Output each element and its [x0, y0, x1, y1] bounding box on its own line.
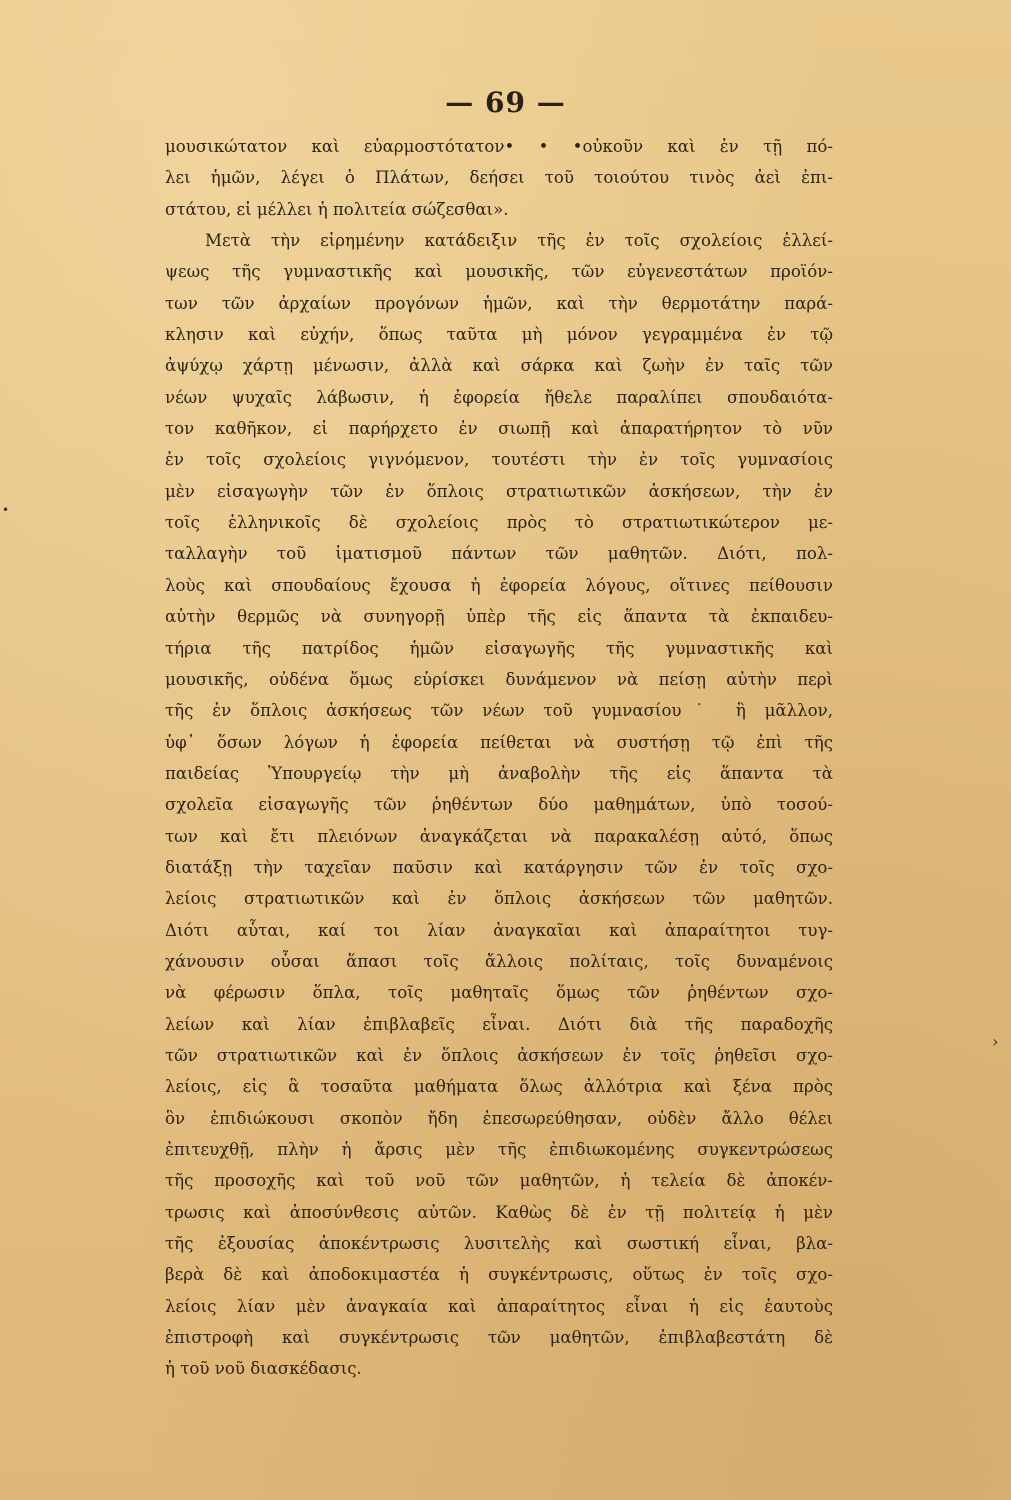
- margin-mark-right: ›: [992, 1032, 999, 1051]
- text-line: ταλλαγὴν τοῦ ἱματισμοῦ πάντων τῶν μαθητῶν. Διότι, πολ-: [165, 544, 833, 564]
- text-line: ὃν ἐπιδιώκουσι σκοπὸν ἤδη ἐπεσωρεύθησαν, οὐδὲν ἄλλο θέλει: [165, 1108, 833, 1128]
- text-line: Μετὰ τὴν εἰρημένην κατάδειξιν τῆς ἐν τοῖς σχολείοις ἐλλεί-: [205, 231, 833, 251]
- text-line: ἡ τοῦ νοῦ διασκέδασις.: [165, 1359, 362, 1379]
- text-line: ἐν τοῖς σχολείοις γιγνόμενον, τουτέστι τὴν ἐν τοῖς γυμνασίοις: [165, 450, 833, 470]
- text-line: ἀψύχῳ χάρτῃ μένωσιν, ἀλλὰ καὶ σάρκα καὶ ζωὴν ἐν ταῖς τῶν: [165, 356, 833, 376]
- text-line: τρωσις καὶ ἀποσύνθεσις αὐτῶν. Καθὼς δὲ ἐν τῇ πολιτείᾳ ἡ μὲν: [165, 1202, 833, 1222]
- text-line: χάνουσιν οὖσαι ἅπασι τοῖς ἄλλοις πολίταις, τοῖς δυναμένοις: [165, 951, 833, 971]
- body-text: [165, 131, 833, 1385]
- text-line: αὐτὴν θερμῶς νὰ συνηγορῇ ὑπὲρ τῆς εἰς ἅπαντα τὰ ἐκπαιδευ-: [165, 607, 833, 627]
- text-line: τοῖς ἑλληνικοῖς δὲ σχολείοις πρὸς τὸ στρατιωτικώτερον με-: [165, 513, 833, 533]
- text-line: των τῶν ἀρχαίων προγόνων ἡμῶν, καὶ τὴν θερμοτάτην παρά-: [165, 293, 833, 313]
- text-line: παιδείας Ὑπουργείῳ τὴν μὴ ἀναβολὴν τῆς εἰς ἅπαντα τὰ: [165, 763, 833, 783]
- text-line: τῆς προσοχῆς καὶ τοῦ νοῦ τῶν μαθητῶν, ἡ τελεία δὲ ἀποκέν-: [165, 1171, 833, 1191]
- text-line: σχολεῖα εἰσαγωγῆς τῶν ῥηθέντων δύο μαθημάτων, ὑπὸ τοσού-: [165, 795, 833, 815]
- text-line: μουσικῆς, οὐδένα ὅμως εὑρίσκει δυνάμενον νὰ πείσῃ αὐτὴν περὶ: [165, 669, 833, 689]
- text-line: λείοις στρατιωτικῶν καὶ ἐν ὅπλοις ἀσκήσεων τῶν μαθητῶν.: [165, 889, 833, 909]
- text-line: λείοις λίαν μὲν ἀναγκαία καὶ ἀπαραίτητος εἶναι ἡ εἰς ἑαυτοὺς: [165, 1296, 833, 1316]
- text-line: στάτου, εἰ μέλλει ἡ πολιτεία σώζεσθαι».: [165, 199, 509, 219]
- text-line: νέων ψυχαῖς λάβωσιν, ἡ ἐφορεία ἤθελε παραλίπει σπουδαιότα-: [165, 387, 833, 407]
- text-line: βερὰ δὲ καὶ ἀποδοκιμαστέα ἡ συγκέντρωσις, οὕτως ἐν τοῖς σχο-: [165, 1265, 833, 1285]
- page-number: — 69 —: [445, 86, 566, 119]
- text-line: ἐπιτευχθῇ, πλὴν ἡ ἄρσις μὲν τῆς ἐπιδιωκομένης συγκεντρώσεως: [165, 1140, 833, 1159]
- text-line: τήρια τῆς πατρίδος ἡμῶν εἰσαγωγῆς τῆς γυμναστικῆς καὶ: [165, 638, 833, 658]
- margin-mark-left: •: [2, 503, 10, 517]
- text-line: ὑφ᾿ ὅσων λόγων ἡ ἐφορεία πείθεται νὰ συστήσῃ τῷ ἐπὶ τῆς: [165, 732, 833, 752]
- text-line: των καὶ ἔτι πλειόνων ἀναγκάζεται νὰ παρακαλέσῃ αὐτό, ὅπως: [165, 826, 833, 846]
- text-line: λει ἡμῶν, λέγει ὁ Πλάτων, δεήσει τοῦ τοιούτου τινὸς ἀεὶ ἐπι-: [165, 168, 833, 188]
- text-line: Διότι αὗται, καί τοι λίαν ἀναγκαῖαι καὶ ἀπαραίτητοι τυγ-: [165, 920, 833, 940]
- text-line: ἐπιστροφὴ καὶ συγκέντρωσις τῶν μαθητῶν, ἐπιβλαβεστάτη δὲ: [165, 1328, 833, 1348]
- text-line: νὰ φέρωσιν ὅπλα, τοῖς μαθηταῖς ὅμως τῶν ῥηθέντων σχο-: [165, 983, 833, 1003]
- text-line: τῆς ἐξουσίας ἀποκέντρωσις λυσιτελὴς καὶ σωστική εἶναι, βλα-: [165, 1234, 833, 1254]
- text-line: λείων καὶ λίαν ἐπιβλαβεῖς εἶναι. Διότι διὰ τῆς παραδοχῆς: [165, 1014, 833, 1034]
- text-line: μὲν εἰσαγωγὴν τῶν ἐν ὅπλοις στρατιωτικῶν ἀσκήσεων, τὴν ἐν: [165, 481, 833, 501]
- text-line: τον καθῆκον, εἰ παρήρχετο ἐν σιωπῇ καὶ ἀπαρατήρητον τὸ νῦν: [165, 419, 833, 439]
- text-line: λείοις, εἰς ἃ τοσαῦτα μαθήματα ὅλως ἀλλότρια καὶ ξένα πρὸς: [165, 1077, 833, 1097]
- text-line: διατάξῃ τὴν ταχεῖαν παῦσιν καὶ κατάργησιν τῶν ἐν τοῖς σχο-: [165, 857, 833, 877]
- text-line: μουσικώτατον καὶ εὐαρμοστότατον• • •οὐκοῦν καὶ ἐν τῇ πό-: [165, 137, 833, 156]
- text-line: κλησιν καὶ εὐχήν, ὅπως ταῦτα μὴ μόνον γεγραμμένα ἐν τῷ: [165, 325, 833, 345]
- text-line: λοὺς καὶ σπουδαίους ἔχουσα ἡ ἐφορεία λόγους, οἵτινες πείθουσιν: [165, 575, 833, 595]
- text-line: ψεως τῆς γυμναστικῆς καὶ μουσικῆς, τῶν εὐγενεστάτων προϊόν-: [165, 262, 833, 282]
- text-line: τῶν στρατιωτικῶν καὶ ἐν ὅπλοις ἀσκήσεων ἐν τοῖς ῥηθεῖσι σχο-: [165, 1045, 833, 1065]
- text-line: τῆς ἐν ὅπλοις ἀσκήσεως τῶν νέων τοῦ γυμνασίου˙ ἢ μᾶλλον,: [165, 701, 833, 721]
